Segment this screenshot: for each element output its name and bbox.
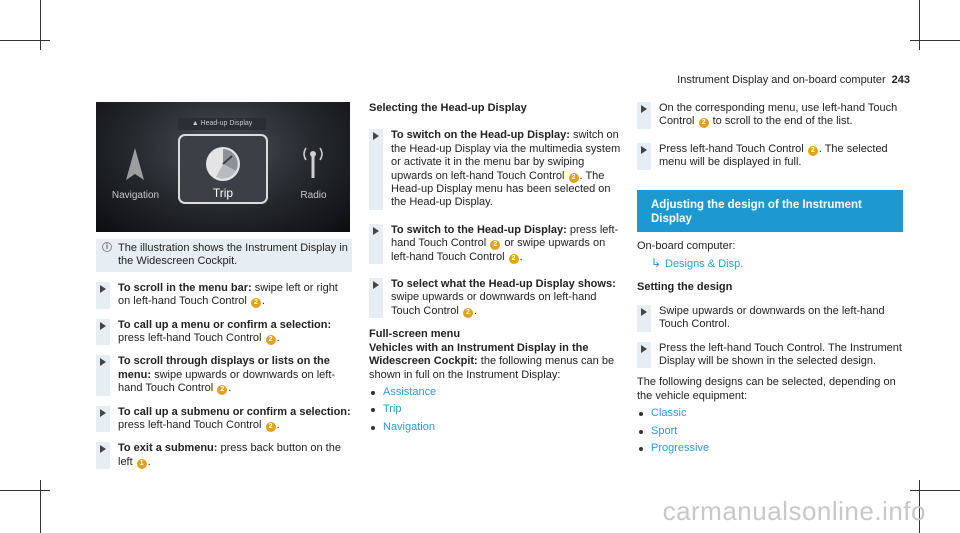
callout-number: 2 bbox=[509, 254, 519, 264]
page-number: 243 bbox=[891, 74, 910, 86]
menu-item-label: Radio bbox=[300, 189, 327, 201]
step-arrow-icon bbox=[369, 278, 383, 318]
fullscreen-menu-list bbox=[369, 386, 625, 434]
path-arrow-icon: ↳ bbox=[651, 256, 662, 271]
list-item bbox=[369, 403, 625, 416]
step-arrow-icon bbox=[637, 143, 651, 170]
callout-number: 2 bbox=[569, 173, 579, 183]
subsection-heading: Full-screen menu bbox=[369, 328, 461, 341]
step-press-touch-control: Press left-hand Touch Control 2 . The selected menu will be displayed in full. bbox=[637, 143, 903, 170]
path-link[interactable]: Designs & Disp. bbox=[665, 258, 744, 271]
crop-mark bbox=[40, 0, 41, 50]
step-call-up-menu: To call up a menu or confirm a selection: press left-hand Touch Control 2 . bbox=[96, 319, 352, 346]
section-heading: Selecting the Head-up Display bbox=[369, 102, 527, 114]
step-scroll-to-end: On the corresponding menu, use left-hand Touch Control 2 to scroll to the end of the list. bbox=[637, 102, 903, 129]
watermark: carmanualsonline.info bbox=[662, 496, 926, 526]
step-arrow-icon bbox=[96, 406, 110, 433]
callout-number: 2 bbox=[266, 422, 276, 432]
callout-number: 2 bbox=[699, 118, 709, 128]
illustration-note: i The illustration shows the Instrument Display in the Widescreen Cockpit. bbox=[96, 239, 352, 272]
menu-item-navigation bbox=[108, 142, 163, 202]
step-arrow-icon bbox=[369, 129, 383, 209]
step-scroll-displays: To scroll through displays or lists on the menu: swipe upwards or downwards on left-hand Touch Control 2 . bbox=[96, 355, 352, 395]
crop-mark bbox=[40, 480, 41, 533]
subsection-text: Vehicles with an Instrument Display in the Widescreen Cockpit: the following menus can be shown in full on the Instrument Display: bbox=[369, 341, 615, 381]
link-assistance[interactable]: Assistance bbox=[383, 385, 437, 398]
crop-mark bbox=[910, 40, 960, 41]
step-arrow-icon bbox=[96, 355, 110, 395]
step-arrow-icon bbox=[96, 442, 110, 469]
column-2 bbox=[369, 102, 625, 434]
callout-number: 2 bbox=[463, 308, 473, 318]
subsection-heading: Setting the design bbox=[637, 281, 733, 294]
display-screenshot bbox=[96, 102, 350, 232]
crop-mark bbox=[0, 490, 50, 491]
step-arrow-icon bbox=[369, 224, 383, 264]
step-call-up-submenu: To call up a submenu or confirm a selection: press left-hand Touch Control 2 . bbox=[96, 406, 352, 433]
link-progressive[interactable]: Progressive bbox=[651, 442, 710, 455]
step-arrow-icon bbox=[637, 305, 651, 332]
step-arrow-icon bbox=[96, 282, 110, 309]
step-arrow-icon bbox=[637, 102, 651, 129]
menu-item-label: Trip bbox=[212, 185, 234, 200]
navigation-icon bbox=[108, 142, 163, 187]
menu-item-trip bbox=[178, 134, 268, 204]
header-title: Instrument Display and on-board computer bbox=[677, 74, 886, 86]
link-sport[interactable]: Sport bbox=[651, 424, 678, 437]
column-3 bbox=[637, 102, 903, 456]
onboard-computer-label: On-board computer: bbox=[637, 239, 736, 252]
crop-mark bbox=[910, 490, 960, 491]
section-heading-design: Adjusting the design of the Instrument Display bbox=[637, 190, 903, 232]
list-item bbox=[637, 425, 903, 438]
callout-number: 2 bbox=[808, 146, 818, 156]
menu-item-label: Navigation bbox=[111, 189, 160, 201]
step-scroll-menu-bar: To scroll in the menu bar: swipe left or right on left-hand Touch Control 2 . bbox=[96, 282, 352, 309]
callout-number: 2 bbox=[217, 385, 227, 395]
list-item bbox=[637, 442, 903, 455]
step-arrow-icon bbox=[96, 319, 110, 346]
column-1 bbox=[96, 102, 352, 469]
running-header bbox=[677, 74, 910, 86]
crop-mark bbox=[0, 40, 50, 41]
link-navigation[interactable]: Navigation bbox=[383, 420, 435, 433]
info-icon: i bbox=[102, 242, 112, 252]
step-switch-on-hud: To switch on the Head-up Display: switch on the Head-up Display via the multimedia system or activate it in the menu bar by swiping upwards on left-hand Touch Control 2 . The Head-up Display menu has been selected on the Head-up Display. bbox=[369, 129, 625, 209]
menu-path bbox=[637, 257, 903, 271]
callout-number: 2 bbox=[490, 240, 500, 250]
step-exit-submenu: To exit a submenu: press back button on the left 1 . bbox=[96, 442, 352, 469]
list-item bbox=[369, 421, 625, 434]
callout-number: 2 bbox=[251, 298, 261, 308]
list-item bbox=[369, 386, 625, 399]
link-trip[interactable]: Trip bbox=[383, 403, 402, 416]
design-list bbox=[637, 407, 903, 455]
callout-number: 2 bbox=[266, 335, 276, 345]
designs-intro: The following designs can be selected, depending on the vehicle equipment: bbox=[637, 376, 896, 402]
link-classic[interactable]: Classic bbox=[651, 407, 687, 420]
menu-item-radio bbox=[286, 142, 341, 202]
step-select-hud-content: To select what the Head-up Display shows: swipe upwards or downwards on left-hand Touch Control 2 . bbox=[369, 278, 625, 318]
head-up-display-label: ▲ Head-up Display bbox=[178, 118, 266, 130]
list-item bbox=[637, 407, 903, 420]
crop-mark bbox=[919, 0, 920, 50]
step-arrow-icon bbox=[637, 342, 651, 369]
callout-number: 1 bbox=[137, 459, 147, 469]
radio-icon bbox=[286, 142, 341, 187]
step-swipe: Swipe upwards or downwards on the left-hand Touch Control. bbox=[637, 305, 903, 332]
step-press: Press the left-hand Touch Control. The Instrument Display will be shown in the selected design. bbox=[637, 342, 903, 369]
step-switch-to-hud: To switch to the Head-up Display: press left-hand Touch Control 2 or swipe upwards on left-hand Touch Control 2 . bbox=[369, 224, 625, 264]
trip-icon bbox=[180, 140, 266, 190]
